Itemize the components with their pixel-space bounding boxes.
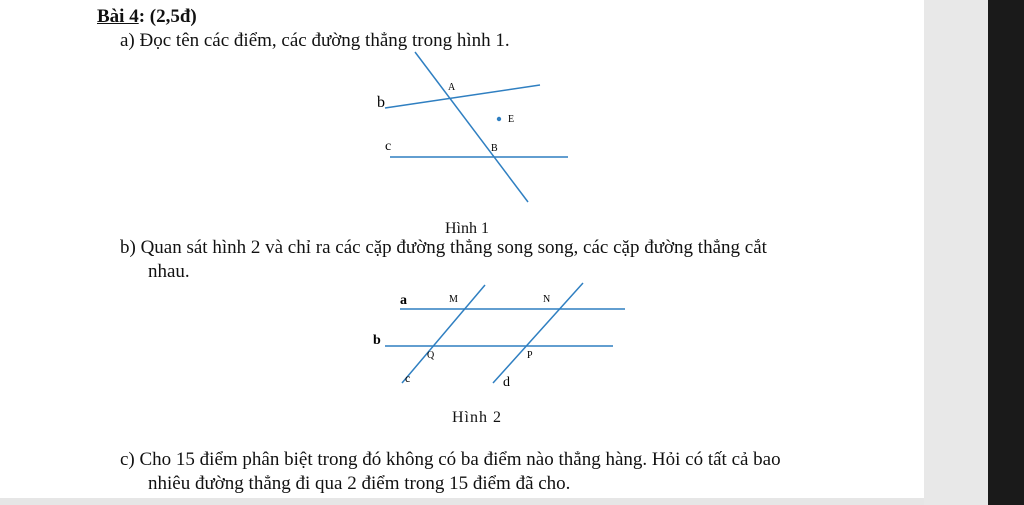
question-c-line1: c) Cho 15 điểm phân biệt trong đó không có ba điểm nào thẳng hàng. Hỏi có tất cả bao <box>120 449 781 470</box>
line-c2 <box>402 285 485 383</box>
exercise-title <box>97 6 197 28</box>
question-a: a) Đọc tên các điểm, các đường thẳng trong hình 1. <box>120 30 510 51</box>
bottom-scrollbar[interactable] <box>0 498 924 505</box>
side-gutter <box>924 0 988 505</box>
label-M: M <box>449 294 458 305</box>
label-A: A <box>448 82 456 93</box>
question-b-line1: b) Quan sát hình 2 và chỉ ra các cặp đường thẳng song song, các cặp đường thẳng cắt <box>120 237 767 258</box>
label-N: N <box>543 294 551 305</box>
label-P: P <box>527 350 533 361</box>
point-E <box>497 117 501 121</box>
label-c-fig2: c <box>405 371 411 385</box>
exercise-points: : (2,5đ) <box>138 6 197 27</box>
line-d <box>493 283 583 383</box>
label-Q: Q <box>427 350 435 361</box>
question-b-line2: nhau. <box>148 261 190 282</box>
label-d: d <box>503 375 510 390</box>
label-E: E <box>508 114 515 125</box>
label-a: a <box>400 293 407 308</box>
label-c: c <box>385 139 392 154</box>
line-transversal <box>415 52 528 202</box>
label-b-fig2: b <box>373 333 381 348</box>
question-c-line2: nhiêu đường thẳng đi qua 2 điểm trong 15 điểm đã cho. <box>148 473 571 494</box>
exercise-number: Bài 4 <box>97 6 139 27</box>
side-dark-panel <box>988 0 1024 505</box>
label-B: B <box>491 143 498 154</box>
line-b <box>385 85 540 108</box>
figure-1 <box>360 50 590 215</box>
figure-1-caption: Hình 1 <box>445 220 489 237</box>
figure-2 <box>365 280 635 395</box>
label-b: b <box>377 94 385 111</box>
figure-2-caption: Hình 2 <box>452 409 502 426</box>
